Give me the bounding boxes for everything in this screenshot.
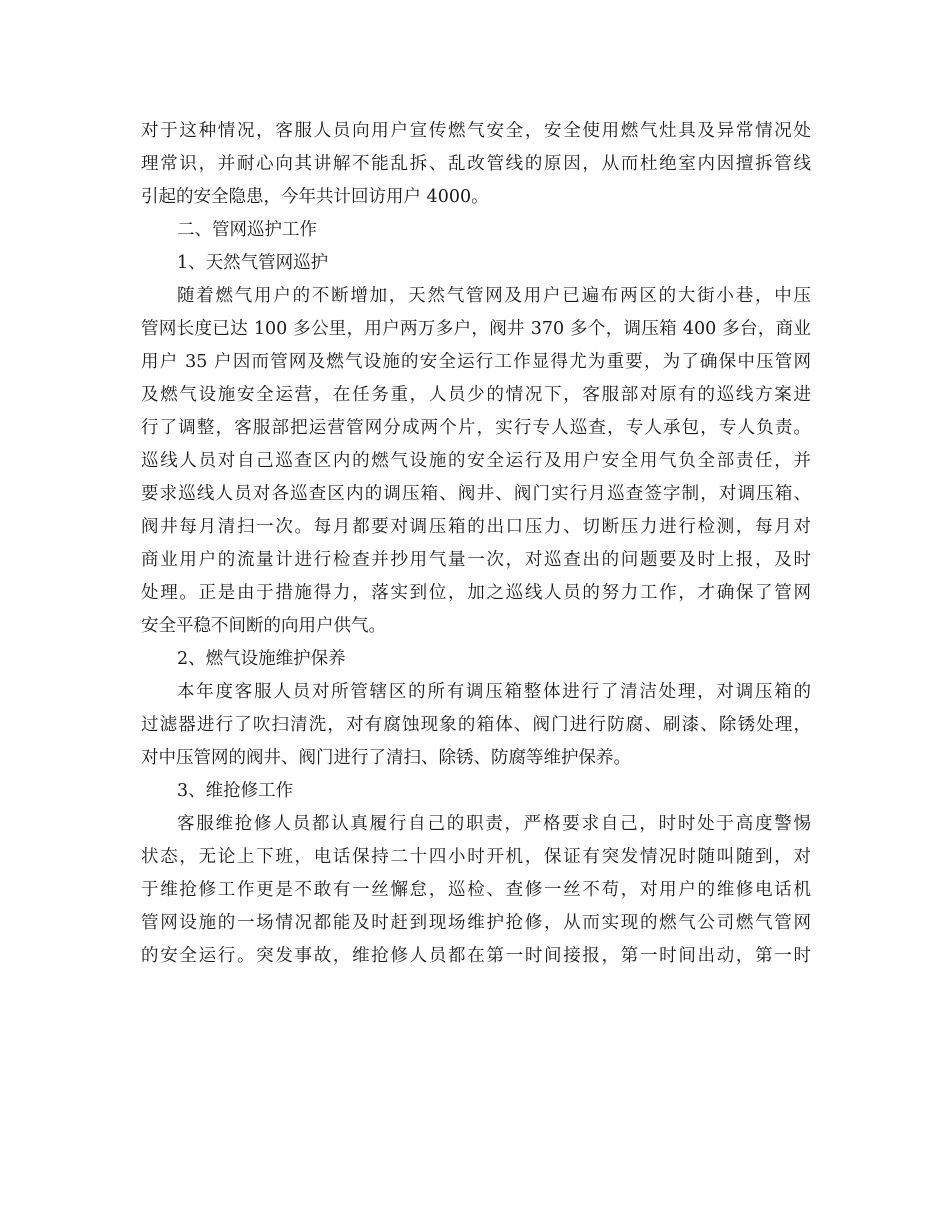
paragraph-line: 状态，无论上下班，电话保持二十四小时开机，保证有突发情况时随叫随到，对 xyxy=(141,847,811,867)
paragraph-line: 及燃气设施安全运营，在任务重，人员少的情况下，客服部对原有的巡线方案进 xyxy=(141,385,811,405)
paragraph-line: 用户 35 户因而管网及燃气设施的安全运行工作显得尤为重要，为了确保中压管网 xyxy=(141,352,811,372)
document-body xyxy=(141,115,811,973)
subsection-heading: 3、维抢修工作 xyxy=(177,781,294,801)
subsection-heading: 2、燃气设施维护保养 xyxy=(177,649,346,669)
paragraph-line: 处理。正是由于措施得力，落实到位，加之巡线人员的努力工作，才确保了管网 xyxy=(141,583,811,603)
paragraph-line: 随着燃气用户的不断增加，天然气管网及用户已遍布两区的大街小巷，中压 xyxy=(177,286,811,306)
paragraph-line: 对中压管网的阀井、阀门进行了清扫、除锈、防腐等维护保养。 xyxy=(141,748,631,768)
paragraph-line: 过滤器进行了吹扫清洗，对有腐蚀现象的箱体、阀门进行防腐、刷漆、除锈处理， xyxy=(141,715,811,735)
subsection-heading: 1、天然气管网巡护 xyxy=(177,253,329,273)
paragraph-line: 于维抢修工作更是不敢有一丝懈怠，巡检、查修一丝不苟，对用户的维修电话机 xyxy=(141,880,811,900)
paragraph-line: 管网长度已达 100 多公里，用户两万多户，阀井 370 多个，调压箱 400 多台，商业 xyxy=(141,319,811,339)
paragraph-line: 行了调整，客服部把运营管网分成两个片，实行专人巡查，专人承包，专人负责。 xyxy=(141,418,811,438)
paragraph-line: 本年度客服人员对所管辖区的所有调压箱整体进行了清洁处理，对调压箱的 xyxy=(177,682,811,702)
paragraph-line: 阀井每月清扫一次。每月都要对调压箱的出口压力、切断压力进行检测，每月对 xyxy=(141,517,811,537)
paragraph-line: 巡线人员对自己巡查区内的燃气设施的安全运行及用户安全用气负全部责任，并 xyxy=(141,451,811,471)
paragraph-line: 理常识，并耐心向其讲解不能乱拆、乱改管线的原因，从而杜绝室内因擅拆管线 xyxy=(141,154,811,174)
paragraph-line: 的安全运行。突发事故，维抢修人员都在第一时间接报，第一时间出动，第一时 xyxy=(141,946,811,966)
paragraph-line: 引起的安全隐患，今年共计回访用户 4000。 xyxy=(141,187,489,207)
paragraph-line: 商业用户的流量计进行检查并抄用气量一次，对巡查出的问题要及时上报，及时 xyxy=(141,550,811,570)
paragraph-line: 要求巡线人员对各巡查区内的调压箱、阀井、阀门实行月巡查签字制，对调压箱、 xyxy=(141,484,811,504)
paragraph-line: 对于这种情况，客服人员向用户宣传燃气安全，安全使用燃气灶具及异常情况处 xyxy=(141,121,811,141)
paragraph-line: 客服维抢修人员都认真履行自己的职责，严格要求自己，时时处于高度警惕 xyxy=(177,814,811,834)
section-heading: 二、管网巡护工作 xyxy=(177,220,317,240)
paragraph-line: 管网设施的一场情况都能及时赶到现场维护抢修，从而实现的燃气公司燃气管网 xyxy=(141,913,811,933)
paragraph-line: 安全平稳不间断的向用户供气。 xyxy=(141,616,386,636)
